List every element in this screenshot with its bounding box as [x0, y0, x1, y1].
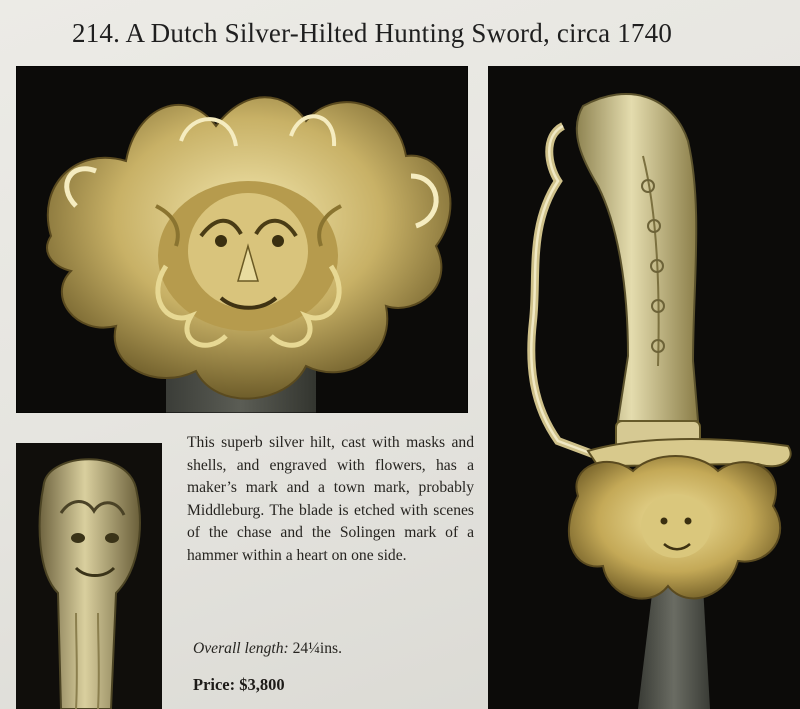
overall-length — [193, 640, 342, 658]
full-sword-photo — [488, 66, 800, 709]
mask-guard-photo — [16, 66, 468, 413]
price — [193, 675, 285, 695]
length-label: Overall length: — [193, 640, 289, 657]
lot-title: 214. A Dutch Silver-Hilted Hunting Sword, circa 1740 — [72, 18, 673, 48]
price-label: Price: — [193, 675, 236, 694]
grip-detail-photo — [16, 443, 162, 709]
length-value: 24¼ins. — [292, 640, 342, 657]
price-value: $3,800 — [239, 675, 285, 694]
lot-description: This superb silver hilt, cast with masks and shells, and engraved with flowers, has a maker’s mark and a town mark, probably Middleburg. The blade is etched with scenes of the chase and the Solingen mark of a hammer within a heart on one side. — [187, 434, 474, 564]
